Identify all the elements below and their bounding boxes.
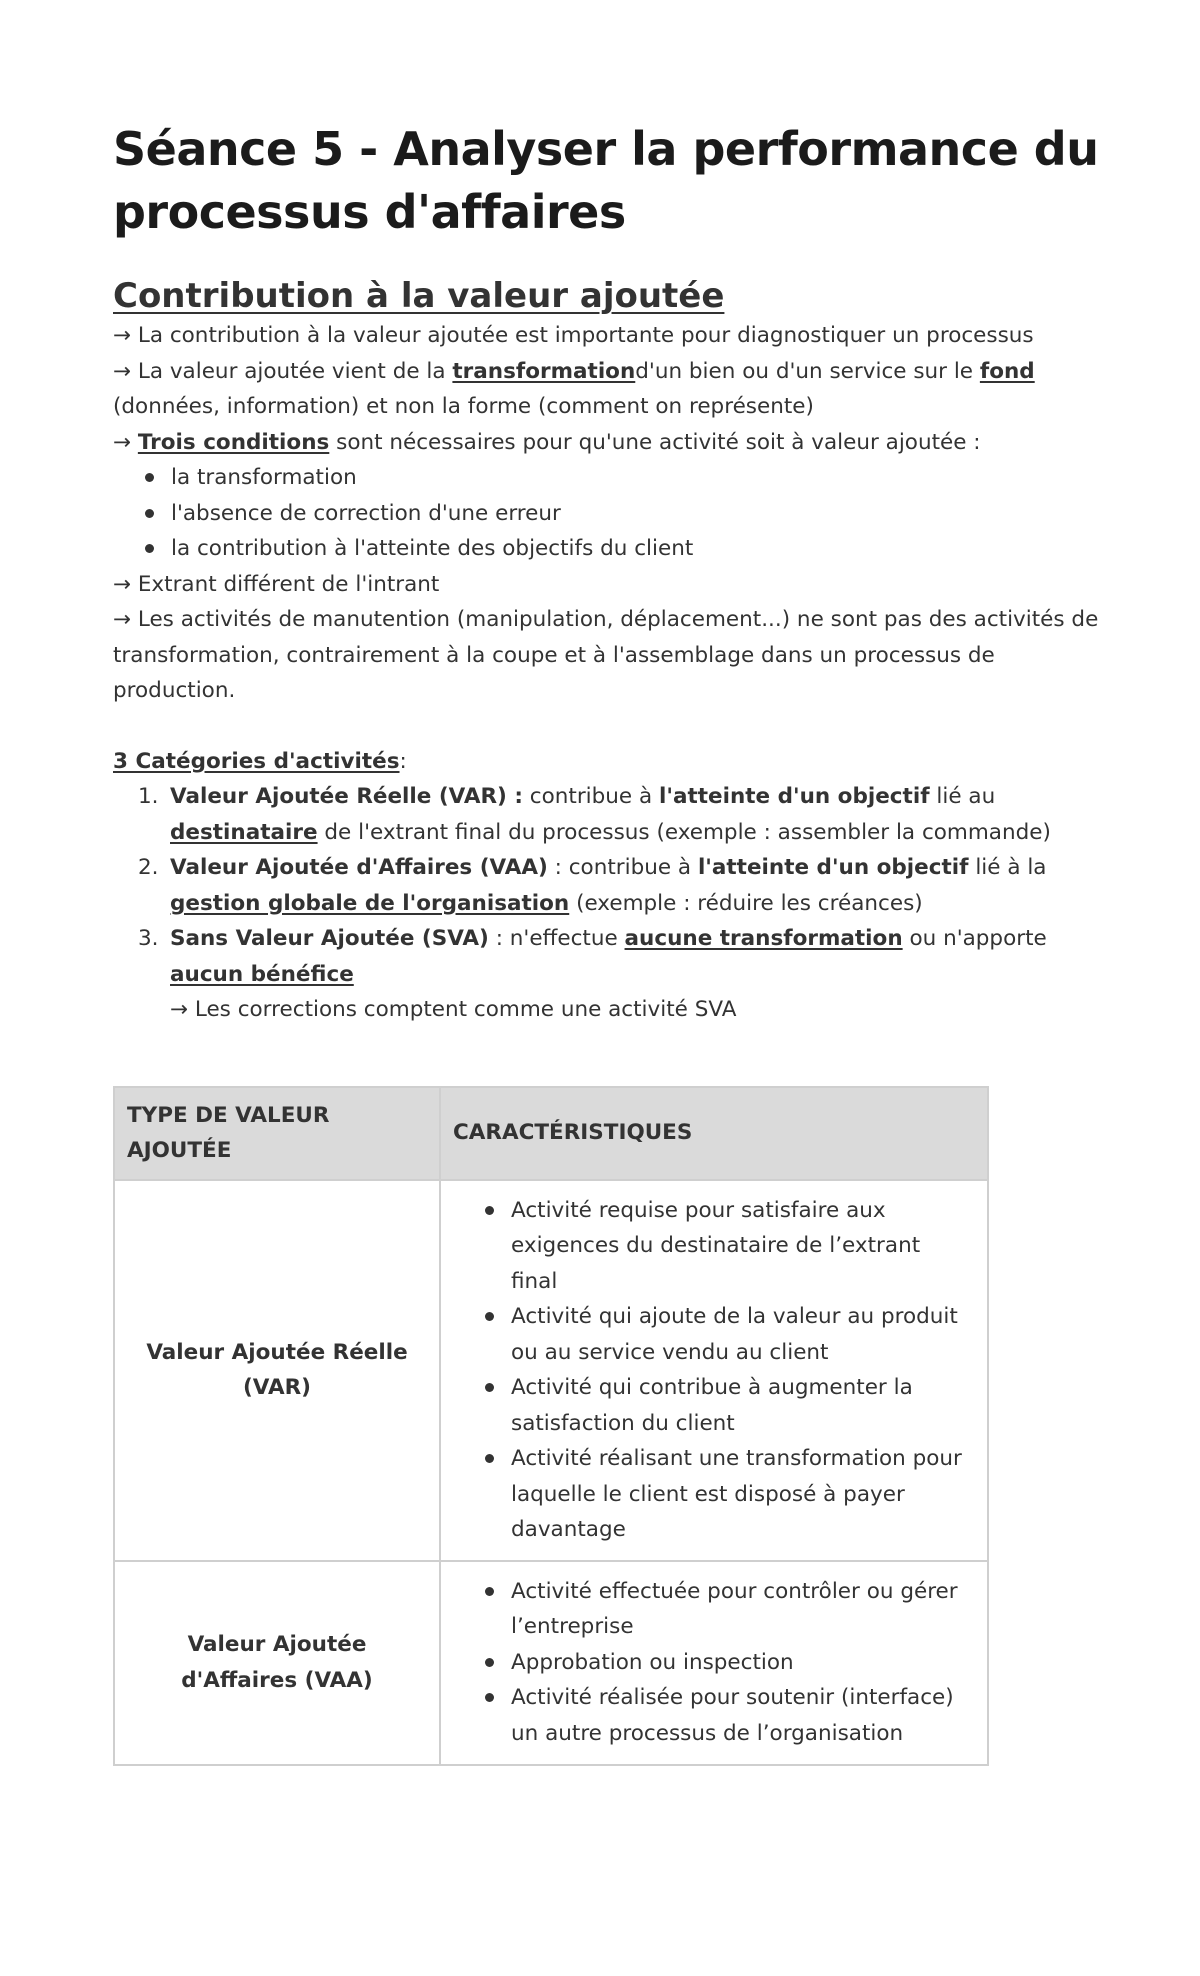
category-item-sva: 3. Sans Valeur Ajoutée (SVA) : n'effectue aucune transformation ou n'apporte aucun bénéfice → Les corrections comptent comme une activité SVA xyxy=(113,921,1103,1028)
row-characteristics-cell xyxy=(440,1561,988,1765)
keyword-trois-conditions: Trois conditions xyxy=(137,429,330,455)
category-item-vaa: 2. Valeur Ajoutée d'Affaires (VAA) : contribue à l'atteinte d'un objectif lié à la gestion globale de l'organisation (exemple : réduire les créances) xyxy=(138,855,1047,916)
list-item: la transformation xyxy=(145,460,1103,496)
list-item: Activité réalisant une transformation pour laquelle le client est disposé à payer davantage xyxy=(485,1441,967,1548)
row-type-cell: Valeur Ajoutée Réelle (VAR) xyxy=(114,1180,440,1561)
section-heading: Contribution à la valeur ajoutée xyxy=(113,276,725,316)
document-page xyxy=(113,118,1103,1766)
table-row xyxy=(114,1180,988,1561)
list-item: Activité effectuée pour contrôler ou gérer l’entreprise xyxy=(485,1574,967,1645)
keyword-fond: fond xyxy=(979,358,1035,384)
paragraph-line-2: → La valeur ajoutée vient de la transformationd'un bien ou d'un service sur le fond (données, information) et non la forme (comment on représente) xyxy=(113,358,1035,419)
table-header-row xyxy=(114,1087,988,1180)
row-characteristics-cell xyxy=(440,1180,988,1561)
list-item: Activité qui contribue à augmenter la satisfaction du client xyxy=(485,1370,967,1441)
paragraph-line-4: → Extrant différent de l'intrant xyxy=(113,571,440,597)
list-item: Activité requise pour satisfaire aux exigences du destinataire de l’extrant final xyxy=(485,1193,967,1300)
conditions-list xyxy=(113,460,1103,567)
categories-heading: 3 Catégories d'activités: xyxy=(113,748,407,774)
list-item: Activité réalisée pour soutenir (interface) un autre processus de l’organisation xyxy=(485,1680,967,1751)
paragraph-line-5: → Les activités de manutention (manipulation, déplacement...) ne sont pas des activités de transformation, contrairement à la coupe et à l'assemblage dans un processus de production. xyxy=(113,607,1099,703)
list-item: Activité qui ajoute de la valeur au produit ou au service vendu au client xyxy=(485,1299,967,1370)
category-item-var: 1. Valeur Ajoutée Réelle (VAR) : contribue à l'atteinte d'un objectif lié au destinataire de l'extrant final du processus (exemple : assembler la commande) xyxy=(138,784,1051,845)
paragraph-line-3: → Trois conditions sont nécessaires pour qu'une activité soit à valeur ajoutée : xyxy=(113,429,981,455)
list-item: l'absence de correction d'une erreur xyxy=(145,496,1103,532)
list-item: la contribution à l'atteinte des objectifs du client xyxy=(145,531,1103,567)
column-header-characteristics: CARACTÉRISTIQUES xyxy=(440,1087,988,1180)
row-type-cell: Valeur Ajoutée d'Affaires (VAA) xyxy=(114,1561,440,1765)
column-header-type: TYPE DE VALEUR AJOUTÉE xyxy=(114,1087,440,1180)
keyword-transformation: transformation xyxy=(452,358,636,384)
category-note: → Les corrections comptent comme une activité SVA xyxy=(170,997,737,1022)
value-type-table xyxy=(113,1086,989,1766)
page-title: Séance 5 - Analyser la performance du processus d'affaires xyxy=(113,122,1099,239)
paragraph-line-1: → La contribution à la valeur ajoutée est importante pour diagnostiquer un processus xyxy=(113,323,1034,348)
list-item: Approbation ou inspection xyxy=(485,1645,967,1681)
categories-list xyxy=(113,779,1103,1028)
table-row xyxy=(114,1561,988,1765)
